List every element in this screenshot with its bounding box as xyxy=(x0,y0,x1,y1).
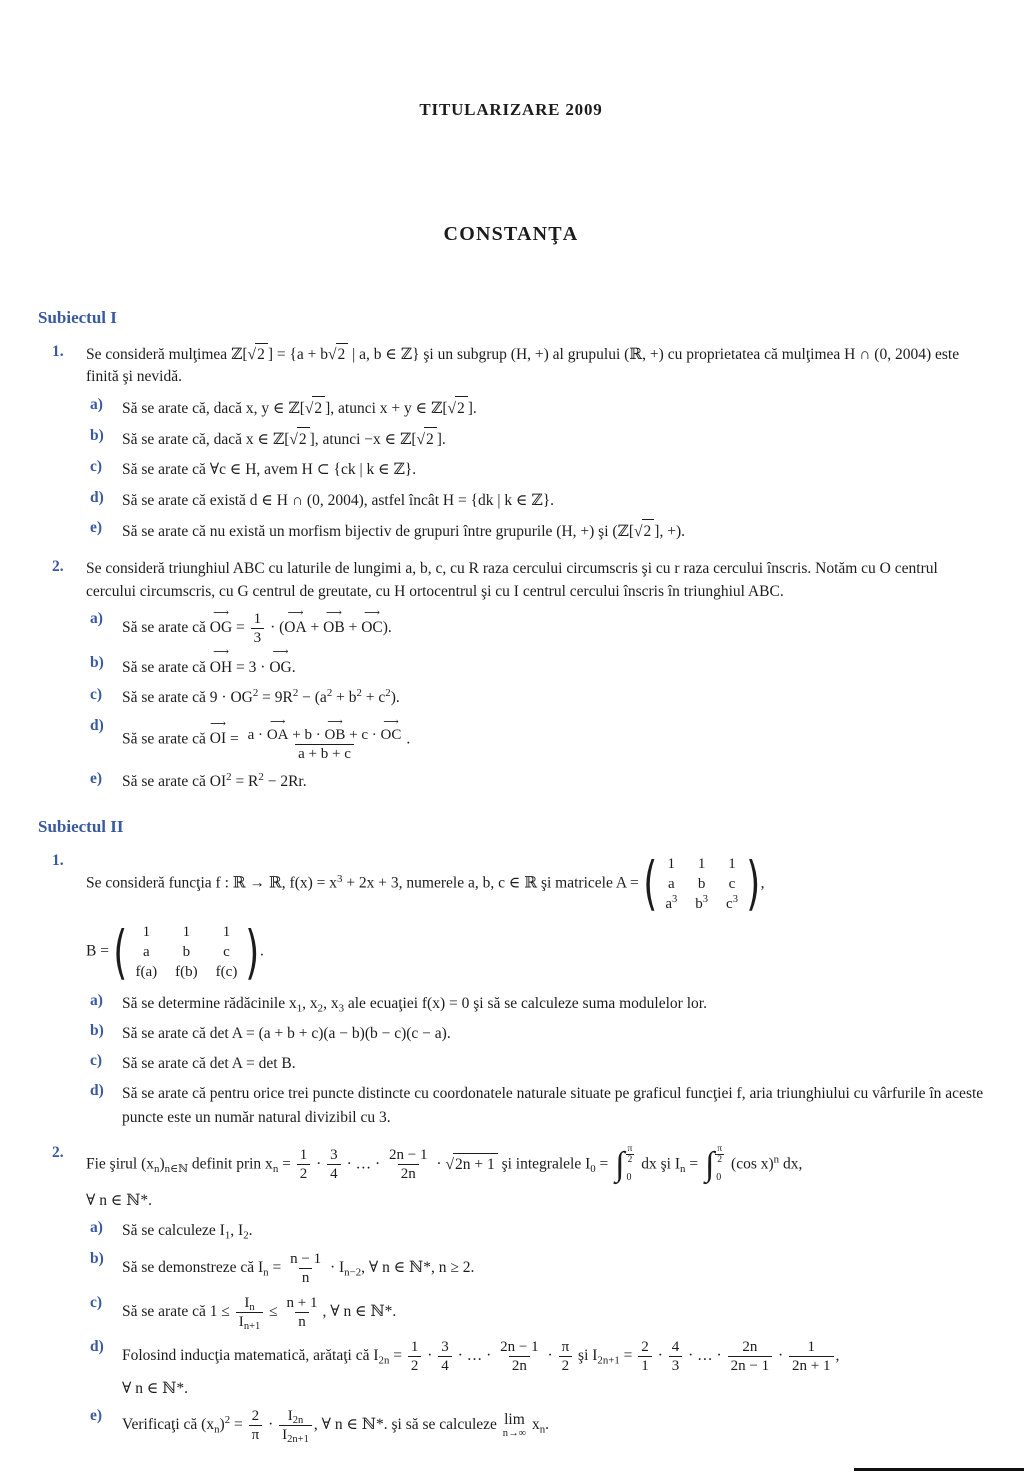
item-text-line: Să se arate că, dacă x ∈ ℤ[√2 ], atunci −x ∈ ℤ[√2 ]. xyxy=(122,427,984,451)
fraction xyxy=(638,1338,652,1375)
vector-arrow-icon: ⟶ xyxy=(272,646,289,659)
matrix-grid xyxy=(655,852,748,916)
radicand: 2 xyxy=(455,396,468,420)
integral-sign-icon: ∫ xyxy=(704,1145,715,1183)
item-text-line: Să se arate că det A = (a + b + c)(a − b)(b − c)(c − a). xyxy=(122,1024,451,1042)
item-label: c) xyxy=(90,1052,103,1070)
problem xyxy=(38,558,984,793)
integral-limits xyxy=(715,1144,724,1186)
superscript: 3 xyxy=(671,893,678,905)
vector-arrow-icon: ⟶ xyxy=(383,716,399,729)
item-text xyxy=(122,686,984,709)
fraction xyxy=(251,610,265,647)
item-text xyxy=(122,606,984,647)
vector: ⟶ OH xyxy=(209,646,233,677)
item-text-line: Să se arate că nu există un morfism bijectiv de grupuri între grupurile (H, +) şi (ℤ[√2 ], +). xyxy=(122,519,984,543)
problem-text-line: Se consideră mulţimea ℤ[√2 ] = {a + b√2 | a, b ∈ ℤ} şi un subgrup (H, +) al grupului (ℝ, +) cu proprietatea că mulţimea H ∩ (0, 2004) este finită şi nevidă. xyxy=(86,343,984,389)
matrix-cell: $a^3$ xyxy=(665,893,678,912)
item-label: b) xyxy=(90,654,104,672)
square-root xyxy=(634,523,654,540)
vector: ⟶ OA xyxy=(284,606,307,637)
item-text-line: Să se arate că ⟶ OG = $\frac{1}{3}$ · ( ⟶ OA + ⟶ OB + ⟶ OC). xyxy=(122,606,392,647)
section-heading: Subiectul II xyxy=(38,817,124,836)
problem-text-line: Fie şirul $(x_n)_{n\in ℕ}$ definit prin $x_n$ = $\frac{1}{2}$ · $\frac{3}{4}$ · … · $\frac{2n - 1}{2n}$ · √2n + 1 şi integralele $I_0$ = ∫ $\frac{\pi}{2}$ 0 dx şi $I_n$ = ∫ $\frac{\pi}{2}$ 0 (cos x)$^n$ dx, xyxy=(86,1144,984,1186)
item-text-line: ∀ n ∈ ℕ*. xyxy=(122,1379,188,1397)
item-text xyxy=(122,1250,984,1287)
radical-icon: √ xyxy=(304,399,314,417)
radicand: 2 xyxy=(424,427,437,451)
fraction-denominator: 2 xyxy=(408,1356,422,1375)
fraction xyxy=(715,1144,724,1165)
item-text xyxy=(122,717,984,763)
vector-arrow-icon: ⟶ xyxy=(212,606,229,619)
subscript: 1 xyxy=(296,1001,303,1014)
item-label: b) xyxy=(90,427,104,445)
fraction xyxy=(728,1338,773,1375)
item-label: e) xyxy=(90,518,103,536)
integral-lower-limit: 0 xyxy=(626,1172,632,1184)
vector-arrow-icon: ⟶ xyxy=(327,716,343,729)
item-text-line: Să se calculeze $I_1$, $I_2$. xyxy=(122,1222,253,1242)
fraction-numerator: 2n xyxy=(742,1338,758,1355)
subscript: 0 xyxy=(590,1162,596,1175)
radical-icon: √ xyxy=(634,522,643,540)
item-text xyxy=(122,1052,984,1075)
fraction-denominator: 2n − 1 xyxy=(728,1356,773,1375)
fraction-numerator: $I_{2n}$ xyxy=(287,1408,304,1427)
fraction xyxy=(327,1146,341,1183)
fraction xyxy=(789,1338,834,1375)
fraction-numerator: 3 xyxy=(330,1147,338,1164)
fraction-numerator: π xyxy=(717,1142,723,1154)
scan-artifact xyxy=(854,1468,1024,1471)
fraction-numerator: n + 1 xyxy=(286,1294,318,1311)
matrix-left-paren-icon: ( xyxy=(642,849,658,918)
problem-item xyxy=(86,1338,984,1400)
square-root xyxy=(417,431,437,448)
fraction xyxy=(245,717,405,763)
item-text-line: Să se arate că pentru orice trei puncte distincte cu coordonatele naturale situate pe graficul funcţiei f, aria triunghiului cu vârfurile în aceste puncte este un număr natural divizibil cu 3. xyxy=(122,1085,984,1126)
radical-icon: √ xyxy=(447,399,457,417)
radicand: 2 xyxy=(312,396,325,420)
problem-item xyxy=(86,1407,984,1444)
vector: ⟶ OB xyxy=(324,716,346,743)
matrix-cell: c xyxy=(728,875,736,892)
radical-icon: √ xyxy=(328,346,337,363)
fraction xyxy=(386,1146,431,1183)
fraction xyxy=(669,1338,683,1375)
item-text xyxy=(122,519,984,543)
superscript: 2 xyxy=(326,687,333,700)
subscript: 2n+1 xyxy=(597,1354,620,1367)
vector-arrow-icon: ⟶ xyxy=(209,717,226,730)
fraction-numerator: 1 xyxy=(410,1338,419,1355)
subscript: n xyxy=(249,1301,255,1313)
fraction-denominator: a + b + c xyxy=(295,744,354,763)
item-text xyxy=(122,1294,984,1331)
vector: ⟶ OG xyxy=(269,646,292,677)
matrix xyxy=(642,849,761,918)
item-label: c) xyxy=(90,458,103,476)
item-label: d) xyxy=(90,1337,104,1355)
document-title: TITULARIZARE 2009 xyxy=(419,100,603,119)
item-text-line: Folosind inducţia matematică, arătaţi că $I_{2n}$ = $\frac{1}{2}$ · $\frac{3}{4}$ · … · $\frac{2n - 1}{2n}$ · $\frac{\pi}{2}$ şi $I_{2n+1}$ = $\frac{2}{1}$ · $\frac{4}{3}$ · … · $\frac{2n}{2n - 1}$ · $\frac{1}{2n + 1}$ , xyxy=(122,1338,840,1374)
problem-text-line: Se consideră triunghiul ABC cu laturile de lungimi a, b, c, cu R raza cercului circumscris şi cu r raza cercului înscris. Notăm cu O centrul cercului circumscris, cu G centrul de greutate, cu H ortocentrul şi cu I centrul cercului înscris în triunghiul ABC. xyxy=(86,560,938,600)
item-text xyxy=(122,1338,984,1400)
subscript: n xyxy=(154,1162,160,1175)
matrix xyxy=(113,917,260,986)
fraction-numerator: 4 xyxy=(671,1338,680,1355)
problem-number: 1. xyxy=(52,852,64,869)
integral-upper-limit xyxy=(715,1144,724,1165)
item-text-line: Să se arate că ⟶ OH = 3 · ⟶ OG. xyxy=(122,654,984,679)
problem-body xyxy=(86,1144,984,1444)
limit-subscript: n→∞ xyxy=(502,1428,527,1440)
fraction-denominator: 3 xyxy=(669,1356,683,1375)
fraction xyxy=(625,1144,634,1165)
subscript: n xyxy=(263,1266,269,1278)
matrix-cell: 1 xyxy=(222,924,231,941)
fraction-numerator: $I_n$ xyxy=(244,1294,255,1313)
subscript: 2n xyxy=(292,1415,304,1427)
vector-arrow-icon: ⟶ xyxy=(325,606,342,619)
problem-item xyxy=(86,458,984,481)
integral-sign-icon: ∫ xyxy=(615,1145,625,1183)
item-text-line: Să se arate că 1 ≤ $\frac{I_n}{I_{n+1}}$ ≤ $\frac{n + 1}{n}$ , ∀ n ∈ ℕ*. xyxy=(122,1294,397,1332)
matrix-right-paren-icon: ) xyxy=(746,849,761,918)
fraction-numerator: π xyxy=(627,1142,633,1154)
item-text-line: Să se determine rădăcinile $x_1$, $x_2$, $x_3$ ale ecuaţiei f(x) = 0 şi să se calculeze suma modulelor lor. xyxy=(122,994,707,1014)
item-label: a) xyxy=(90,610,103,628)
problem-item xyxy=(86,396,984,420)
limit xyxy=(503,1412,526,1439)
fraction-denominator: 2n + 1 xyxy=(789,1356,834,1375)
subscript: n xyxy=(539,1423,546,1436)
problem-body xyxy=(86,343,984,543)
subscript: n xyxy=(272,1162,279,1175)
problem-number: 1. xyxy=(52,343,64,360)
item-label: b) xyxy=(90,1249,104,1267)
fraction-denominator: $I_{2n+1}$ xyxy=(279,1425,312,1444)
fraction-numerator: π xyxy=(561,1338,570,1355)
fraction-denominator: 2 xyxy=(717,1154,723,1166)
fraction-numerator: a · ⟶ OA + b · ⟶ OB + c · ⟶ OC xyxy=(247,716,402,743)
matrix-cell: b xyxy=(697,875,706,892)
problem-item xyxy=(86,686,984,709)
item-label: c) xyxy=(90,686,103,704)
fraction-denominator: $I_{n+1}$ xyxy=(236,1312,263,1331)
problem-item xyxy=(86,1082,984,1129)
item-text xyxy=(122,1407,984,1444)
item-text-line: Să se arate că, dacă x, y ∈ ℤ[√2 ], atunci x + y ∈ ℤ[√2 ]. xyxy=(122,396,984,420)
item-text xyxy=(122,770,984,793)
item-label: a) xyxy=(90,1219,103,1237)
square-root xyxy=(328,346,348,363)
matrix-cell: a xyxy=(142,944,150,961)
item-text-line: Să se arate că det A = det B. xyxy=(122,1055,296,1073)
fraction-denominator: 2n xyxy=(398,1164,419,1183)
fraction-numerator: 3 xyxy=(441,1338,449,1355)
document-body xyxy=(38,308,984,1444)
subscript: n∈ℕ xyxy=(164,1162,188,1175)
radicand: 2 xyxy=(642,519,655,543)
fraction-denominator: π xyxy=(249,1425,263,1444)
integral-lower-limit: 0 xyxy=(716,1172,722,1184)
problem xyxy=(38,343,984,543)
problem-number: 2. xyxy=(52,1143,64,1161)
item-label: d) xyxy=(90,488,104,506)
vector-arrow-icon: ⟶ xyxy=(212,646,229,659)
integral xyxy=(615,1144,634,1186)
square-root xyxy=(445,1156,497,1173)
vector: ⟶ OG xyxy=(209,606,233,637)
fraction xyxy=(287,1250,324,1287)
radicand: 2 xyxy=(336,343,349,366)
fraction-denominator: 2 xyxy=(559,1356,573,1375)
matrix-cell: f(a) xyxy=(135,963,158,980)
subscript: 3 xyxy=(338,1001,344,1014)
item-label: d) xyxy=(90,716,104,734)
fraction xyxy=(279,1407,312,1444)
matrix-grid xyxy=(125,920,247,984)
item-text-line: Verificaţi că $(x_n)^2$ = $\frac{2}{\pi}$ · $\frac{I_{2n}}{I_{2n+1}}$ , ∀ n ∈ ℕ*. şi să se calculeze lim n→∞ $x_n$. xyxy=(122,1408,550,1446)
fraction-numerator: 1 xyxy=(299,1147,308,1164)
superscript: 2 xyxy=(356,687,362,700)
fraction-denominator: 2n xyxy=(509,1356,530,1375)
fraction-denominator: 4 xyxy=(438,1356,452,1375)
problem-item xyxy=(86,606,984,647)
problem-item xyxy=(86,1219,984,1242)
vector-arrow-icon: ⟶ xyxy=(363,606,380,619)
item-text xyxy=(122,427,984,451)
problem-item xyxy=(86,427,984,451)
limit-text: lim xyxy=(504,1410,525,1428)
matrix-cell: $b^3$ xyxy=(695,893,709,912)
square-root xyxy=(289,431,309,448)
integral-limits xyxy=(625,1144,634,1186)
subscript: 2n+1 xyxy=(287,1434,309,1446)
problem xyxy=(38,1144,984,1444)
subscript: n xyxy=(214,1423,220,1436)
matrix-cell: 1 xyxy=(697,856,706,872)
item-text xyxy=(122,396,984,420)
superscript: 3 xyxy=(337,872,343,885)
problem-item xyxy=(86,1022,984,1045)
radical-icon: √ xyxy=(247,346,257,363)
fraction-denominator: 1 xyxy=(638,1356,652,1375)
item-label: e) xyxy=(90,1407,103,1425)
problem-item xyxy=(86,489,984,512)
item-label: a) xyxy=(90,395,103,413)
fraction-denominator: n xyxy=(299,1268,313,1287)
superscript: n xyxy=(773,1153,780,1166)
item-text-line: Să se demonstreze că $I_n$ = $\frac{n - 1}{n}$ · $I_{n-2}$, ∀ n ∈ ℕ*, n ≥ 2. xyxy=(122,1250,475,1286)
superscript: 3 xyxy=(702,893,709,905)
section-heading: Subiectul I xyxy=(38,308,117,327)
matrix-cell: b xyxy=(182,944,191,961)
matrix-cell: 1 xyxy=(728,856,736,872)
fraction xyxy=(297,1146,311,1183)
vector: ⟶ OA xyxy=(266,716,289,743)
integral xyxy=(705,1144,724,1186)
fraction-numerator: 2n − 1 xyxy=(389,1147,428,1164)
problem-item xyxy=(86,770,984,793)
fraction-numerator: 1 xyxy=(253,611,262,628)
vector-arrow-icon: ⟶ xyxy=(269,716,286,729)
subscript: n−2 xyxy=(344,1266,362,1278)
fraction-numerator: n − 1 xyxy=(290,1250,322,1267)
problem-body xyxy=(86,558,984,793)
fraction xyxy=(497,1338,542,1375)
radicand: 2 xyxy=(297,427,310,451)
vector: ⟶ OC xyxy=(380,716,402,743)
superscript: 2 xyxy=(226,770,232,783)
matrix-cell: 1 xyxy=(667,856,676,872)
fraction xyxy=(408,1338,422,1375)
item-text xyxy=(122,646,984,679)
vector: ⟶ OI xyxy=(209,717,227,748)
vector-arrow-icon: ⟶ xyxy=(287,606,304,619)
problem-text-line: B = ( 1 1 1 a b c f(a) f(b) f(c) ) . xyxy=(86,917,264,986)
matrix-cell: f(b) xyxy=(175,963,198,980)
matrix-cell: $c^3$ xyxy=(726,893,738,912)
problem xyxy=(38,849,984,1129)
problem-item xyxy=(86,992,984,1015)
problem-item xyxy=(86,646,984,679)
superscript: 2 xyxy=(292,687,299,700)
document-subtitle: CONSTANŢA xyxy=(443,223,579,245)
item-text-line: Să se arate că $9 \cdot OG^2 = 9R^2 - (a^2 + b^2 + c^2)$. xyxy=(122,687,400,707)
item-text-line: Să se arate că există d ∈ H ∩ (0, 2004), astfel încât H = {dk | k ∈ ℤ}. xyxy=(122,491,555,509)
fraction-denominator: n xyxy=(295,1312,309,1331)
item-text xyxy=(122,1022,984,1045)
fraction-numerator: 2n − 1 xyxy=(500,1338,539,1355)
radical-icon: √ xyxy=(445,1155,454,1173)
item-label: d) xyxy=(90,1082,104,1100)
matrix-cell: 1 xyxy=(182,924,191,941)
matrix-right-paren-icon: ) xyxy=(245,917,260,986)
fraction-numerator: 1 xyxy=(807,1338,815,1355)
subscript: 2 xyxy=(243,1229,249,1242)
square-root xyxy=(248,346,268,363)
problem-text-line: ∀ n ∈ ℕ*. xyxy=(86,1191,152,1209)
radical-icon: √ xyxy=(289,431,298,449)
subscript: 2n xyxy=(378,1354,390,1367)
fraction-denominator: 2 xyxy=(297,1164,311,1183)
fraction-denominator: 2 xyxy=(627,1154,633,1166)
superscript: 2 xyxy=(258,770,264,783)
item-text xyxy=(122,489,984,512)
radical-icon: √ xyxy=(416,431,426,449)
problem-item xyxy=(86,519,984,543)
subscript: 2 xyxy=(317,1001,324,1014)
item-text-line: Să se arate că ⟶ OI = a · ⟶ OA + b · ⟶ OB + c · ⟶ OC a + b + c . xyxy=(122,716,411,762)
item-label: a) xyxy=(90,991,103,1009)
problem-item xyxy=(86,1294,984,1331)
fraction-numerator: 2 xyxy=(251,1408,260,1425)
fraction-denominator: 4 xyxy=(327,1164,341,1183)
superscript: 2 xyxy=(385,687,391,700)
superscript: 2 xyxy=(224,1414,231,1427)
vector: ⟶ OB xyxy=(323,606,345,637)
square-root xyxy=(305,400,325,417)
subscript: n+1 xyxy=(243,1320,261,1332)
matrix-cell: 1 xyxy=(142,924,151,941)
square-root xyxy=(448,400,468,417)
problem-item xyxy=(86,717,984,763)
item-label: e) xyxy=(90,769,103,787)
fraction xyxy=(236,1294,263,1331)
fraction-numerator: 2 xyxy=(641,1338,649,1355)
problem-body xyxy=(86,849,984,1129)
fraction xyxy=(284,1294,321,1331)
problem-text-line: Se consideră funcţia f : ℝ → ℝ, $f(x) = x^3 + 2x + 3$, numerele a, b, c ∈ ℝ şi matricele A = ( 1 1 1 a b c $a^3$ $b^3$ $c^3$ ) , xyxy=(86,849,765,918)
fraction-denominator: 3 xyxy=(251,628,265,647)
integral-upper-limit xyxy=(625,1144,634,1165)
matrix-cell: c xyxy=(223,944,230,961)
matrix-cell: f(c) xyxy=(215,963,238,980)
item-text xyxy=(122,1082,984,1129)
radicand: 2n + 1 xyxy=(453,1153,498,1176)
matrix-cell: a xyxy=(667,875,675,892)
problem-item xyxy=(86,1250,984,1287)
matrix-left-paren-icon: ( xyxy=(113,917,128,986)
radicand: 2 xyxy=(255,343,268,366)
fraction xyxy=(559,1338,573,1375)
item-text-line: Să se arate că $OI^2 = R^2 - 2Rr$. xyxy=(122,770,307,790)
subscript: 1 xyxy=(224,1229,231,1242)
fraction xyxy=(249,1407,263,1444)
fraction xyxy=(438,1338,452,1375)
item-text-line: Să se arate că ∀c ∈ H, avem H ⊂ {ck | k ∈ ℤ}. xyxy=(122,461,417,479)
item-text xyxy=(122,458,984,481)
item-text xyxy=(122,1219,984,1242)
item-label: c) xyxy=(90,1293,103,1311)
vector: ⟶ OC xyxy=(361,606,383,637)
problem-item xyxy=(86,1052,984,1075)
item-label: b) xyxy=(90,1021,104,1039)
item-text xyxy=(122,992,984,1015)
superscript: 2 xyxy=(252,687,259,700)
superscript: 3 xyxy=(732,893,738,905)
subscript: n xyxy=(680,1162,686,1175)
problem-number: 2. xyxy=(52,558,64,576)
